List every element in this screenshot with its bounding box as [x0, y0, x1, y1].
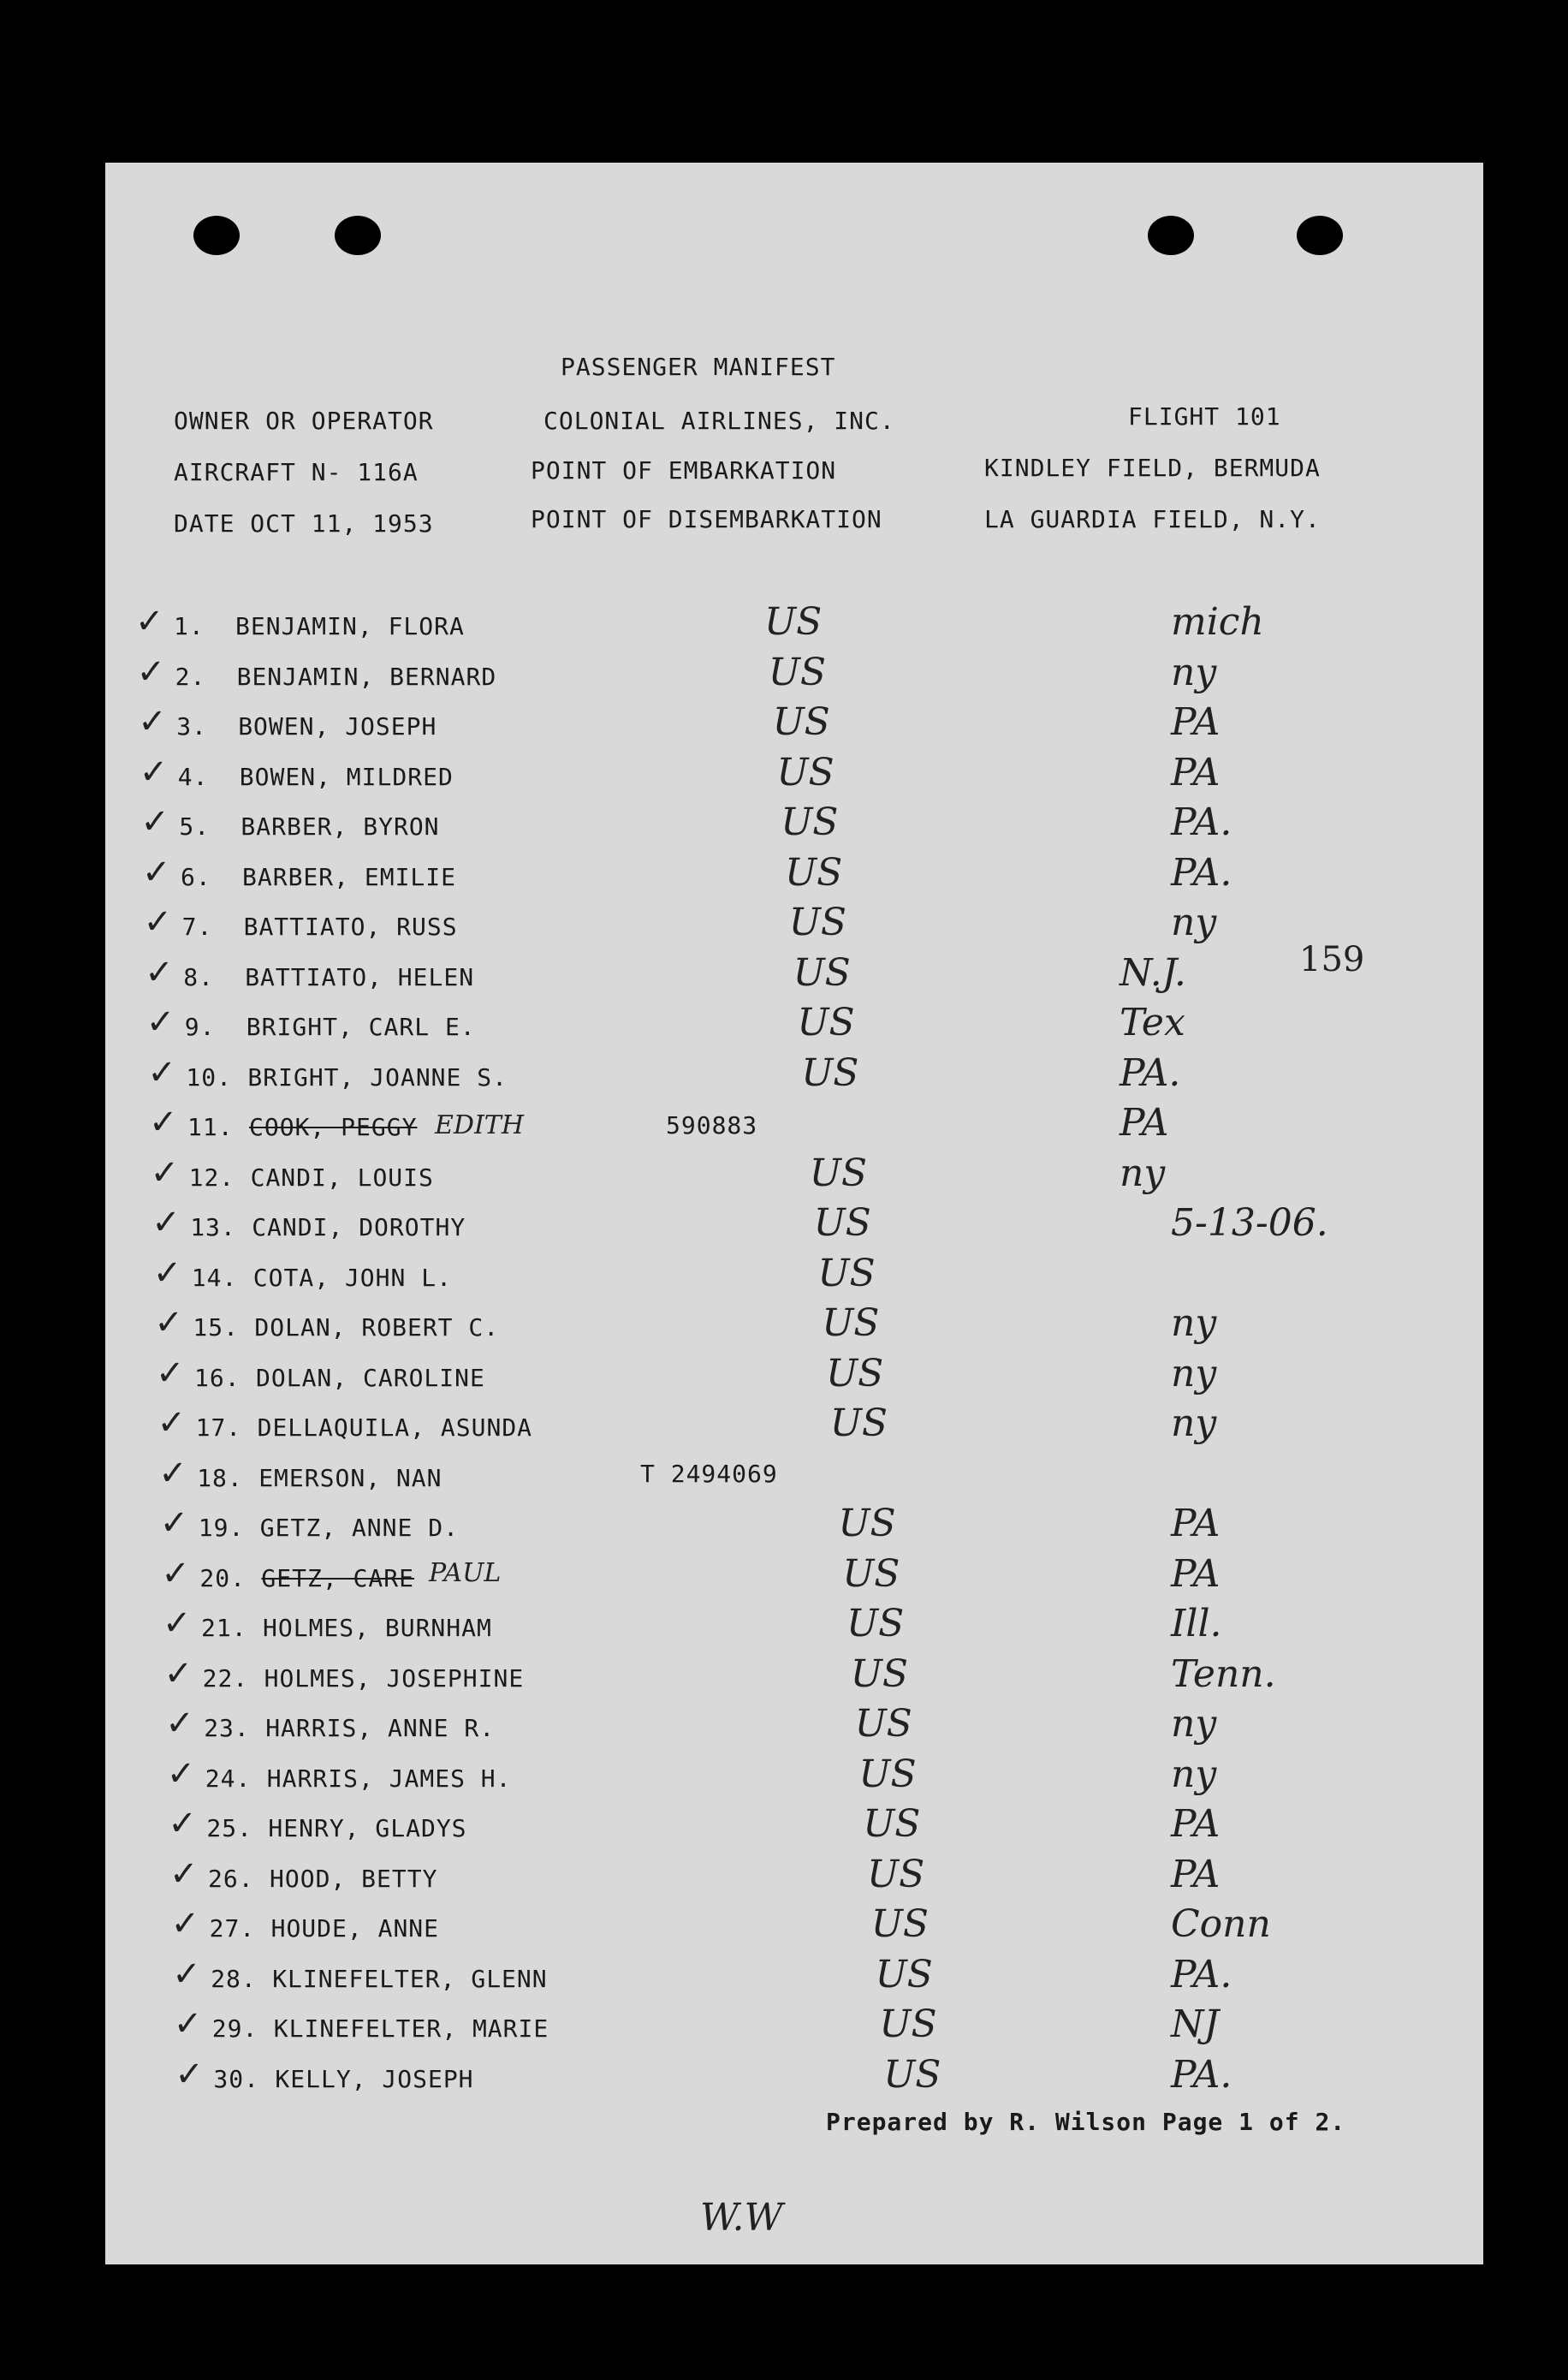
passenger-number: 12. — [188, 1163, 235, 1192]
check-mark-icon: ✓ — [139, 752, 169, 792]
destination-note: PA — [1120, 1101, 1169, 1145]
check-mark-icon: ✓ — [146, 1003, 175, 1042]
passenger-number: 14. — [191, 1263, 238, 1292]
passenger-name: BATTIATO, HELEN — [245, 962, 475, 991]
check-mark-icon: ✓ — [142, 852, 171, 892]
initials-note: W.W — [700, 2196, 783, 2240]
passenger-number: 6. — [181, 862, 211, 891]
check-mark-icon: ✓ — [169, 1853, 199, 1894]
destination-note: Tex — [1120, 1001, 1185, 1044]
passenger-number: 25. — [206, 1814, 252, 1842]
check-mark-icon: ✓ — [165, 1704, 194, 1743]
check-mark-icon: ✓ — [158, 1453, 187, 1493]
passenger-number: 10. — [186, 1062, 232, 1092]
passenger-name: GETZ, ANNE D. — [259, 1514, 459, 1542]
passenger-number: 11. — [187, 1113, 234, 1141]
citizenship-note: US — [764, 600, 823, 644]
check-mark-icon: ✓ — [170, 1904, 200, 1943]
citizenship-note: US — [822, 1301, 880, 1345]
destination-note: N.J. — [1120, 950, 1186, 995]
check-mark-icon: ✓ — [156, 1353, 185, 1393]
passenger-number: 29. — [211, 2014, 258, 2043]
destination-note: Conn — [1171, 1902, 1271, 1946]
passenger-number: 21. — [201, 1614, 247, 1642]
citizenship-note: US — [846, 1602, 905, 1645]
embark-value: KINDLEY FIELD, BERMUDA — [984, 454, 1321, 482]
passenger-name: BENJAMIN, FLORA — [235, 612, 465, 640]
destination-note: PA. — [1171, 1952, 1232, 1996]
passenger-name: HOLMES, JOSEPHINE — [264, 1663, 525, 1693]
check-mark-icon: ✓ — [157, 1403, 187, 1443]
cook-ticket: 590883 — [666, 1111, 758, 1139]
destination-note: ny — [1171, 1752, 1217, 1796]
passenger-number: 18. — [197, 1463, 243, 1492]
passenger-name: BOWEN, JOSEPH — [238, 712, 437, 741]
flight-number: FLIGHT 101 — [1128, 402, 1281, 431]
passenger-number: 8. — [183, 962, 214, 991]
passenger-number: 2. — [175, 662, 206, 691]
passenger-name: KLINEFELTER, MARIE — [273, 2014, 549, 2043]
passenger-name: DOLAN, CAROLINE — [256, 1363, 485, 1392]
check-mark-icon: ✓ — [140, 802, 169, 842]
destination-note: 5-13-06. — [1171, 1201, 1328, 1245]
citizenship-note: US — [870, 1902, 930, 1946]
destination-note: ny — [1171, 1301, 1217, 1345]
check-mark-icon: ✓ — [135, 602, 164, 641]
check-mark-icon: ✓ — [147, 1052, 176, 1092]
citizenship-note: US — [850, 1651, 909, 1696]
citizenship-note: US — [772, 700, 830, 744]
destination-note: PA — [1171, 1852, 1221, 1896]
citizenship-note: US — [785, 850, 843, 895]
passenger-list — [105, 163, 1483, 2264]
emerson-ticket: T 2494069 — [640, 1460, 778, 1488]
passenger-name: KELLY, JOSEPH — [275, 2064, 474, 2093]
passenger-number: 4. — [177, 762, 209, 791]
citizenship-note: US — [813, 1201, 871, 1245]
passenger-name: BARBER, BYRON — [241, 812, 440, 841]
destination-note: ny — [1171, 1401, 1217, 1445]
passenger-number: 23. — [204, 1714, 250, 1742]
citizenship-note: US — [817, 1251, 876, 1295]
destination-note: Tenn. — [1171, 1651, 1276, 1696]
passenger-number: 17. — [195, 1413, 242, 1442]
citizenship-note: US — [863, 1802, 921, 1846]
check-mark-icon: ✓ — [161, 1553, 190, 1593]
passenger-name: KLINEFELTER, GLENN — [272, 1964, 548, 1993]
passenger-number: 16. — [194, 1363, 241, 1392]
check-mark-icon: ✓ — [145, 952, 174, 992]
destination-note: PA. — [1171, 800, 1232, 844]
passenger-name: BATTIATO, RUSS — [243, 913, 458, 941]
owner-value: COLONIAL AIRLINES, INC. — [543, 407, 895, 435]
passenger-name: CANDI, DOROTHY — [252, 1213, 466, 1241]
check-mark-icon: ✓ — [159, 1503, 189, 1543]
destination-note: ny — [1120, 1151, 1166, 1195]
citizenship-note: US — [875, 1952, 933, 1996]
passenger-number: 7. — [181, 913, 213, 941]
page-number-note: 159 — [1299, 940, 1365, 979]
destination-note: ny — [1171, 650, 1217, 694]
passenger-name: BARBER, EMILIE — [242, 862, 457, 891]
citizenship-note: US — [842, 1551, 900, 1596]
citizenship-note: US — [883, 2052, 941, 2097]
destination-note: PA — [1171, 750, 1221, 794]
destination-note: Ill. — [1171, 1602, 1222, 1645]
passenger-number: 30. — [213, 2064, 259, 2093]
destination-note: PA — [1171, 1802, 1221, 1846]
destination-note: ny — [1171, 1702, 1217, 1746]
passenger-number: 22. — [202, 1663, 249, 1693]
citizenship-note: US — [826, 1351, 884, 1395]
passenger-name: HOUDE, ANNE — [270, 1914, 440, 1943]
passenger-number: 27. — [209, 1914, 256, 1943]
passenger-name: HARRIS, JAMES H. — [266, 1764, 512, 1793]
citizenship-note: US — [838, 1502, 896, 1545]
passenger-name: EMERSON, NAN — [258, 1463, 442, 1492]
check-mark-icon: ✓ — [166, 1753, 196, 1794]
disembark-label: POINT OF DISEMBARKATION — [531, 505, 882, 533]
citizenship-note: US — [858, 1752, 917, 1796]
passenger-name: BRIGHT, JOANNE S. — [247, 1062, 508, 1092]
destination-note: PA — [1171, 700, 1221, 744]
passenger-name: HOOD, BETTY — [270, 1864, 438, 1893]
passenger-number: 13. — [190, 1213, 236, 1241]
disembark-value: LA GUARDIA FIELD, N.Y. — [984, 505, 1321, 533]
check-mark-icon: ✓ — [173, 2004, 203, 2044]
destination-note: PA. — [1171, 850, 1232, 895]
passenger-number: 20. — [199, 1563, 246, 1592]
prepared-by-footer: Prepared by R. Wilson Page 1 of 2. — [826, 2108, 1346, 2136]
citizenship-note: US — [768, 650, 827, 694]
citizenship-note: US — [829, 1401, 888, 1445]
passenger-number: 19. — [198, 1514, 245, 1542]
manifest-page — [105, 163, 1483, 2264]
destination-note: PA. — [1171, 2052, 1232, 2097]
citizenship-note: US — [788, 901, 847, 944]
check-mark-icon: ✓ — [150, 1152, 180, 1193]
destination-note: ny — [1171, 901, 1217, 944]
destination-note: PA. — [1120, 1050, 1181, 1095]
passenger-name: GETZ, CARE — [261, 1563, 414, 1592]
check-mark-icon: ✓ — [172, 1954, 201, 1994]
passenger-name: COTA, JOHN L. — [252, 1263, 452, 1292]
getz-first-name-note: PAUL — [429, 1558, 502, 1588]
destination-note: mich — [1171, 600, 1264, 644]
passenger-name: HOLMES, BURNHAM — [263, 1614, 492, 1642]
citizenship-note: US — [797, 1001, 855, 1044]
passenger-number: 28. — [211, 1964, 257, 1993]
citizenship-note: US — [781, 800, 839, 844]
passenger-number: 24. — [205, 1764, 252, 1793]
passenger-number: 26. — [208, 1864, 254, 1893]
check-mark-icon: ✓ — [152, 1252, 182, 1293]
passenger-number: 3. — [176, 712, 207, 741]
check-mark-icon: ✓ — [151, 1203, 181, 1242]
destination-note: ny — [1171, 1351, 1217, 1395]
manifest-title: PASSENGER MANIFEST — [561, 353, 836, 381]
embark-label: POINT OF EMBARKATION — [531, 456, 837, 485]
citizenship-note: US — [809, 1151, 868, 1195]
passenger-number: 15. — [193, 1313, 239, 1342]
destination-note: NJ — [1171, 2002, 1220, 2046]
passenger-number: 1. — [174, 612, 205, 640]
check-mark-icon: ✓ — [163, 1604, 192, 1643]
citizenship-note: US — [801, 1050, 859, 1095]
passenger-number: 9. — [184, 1013, 216, 1041]
owner-label: OWNER OR OPERATOR — [174, 407, 434, 435]
check-mark-icon: ✓ — [163, 1653, 193, 1693]
passenger-number: 5. — [179, 812, 211, 841]
passenger-name: BOWEN, MILDRED — [239, 762, 454, 791]
passenger-name: BENJAMIN, BERNARD — [236, 662, 497, 691]
cook-first-name-note: EDITH — [435, 1110, 524, 1140]
passenger-name: CANDI, LOUIS — [250, 1163, 434, 1192]
destination-note: PA — [1171, 1551, 1221, 1596]
check-mark-icon: ✓ — [154, 1303, 183, 1342]
passenger-name: HARRIS, ANNE R. — [265, 1714, 496, 1742]
destination-note: PA — [1171, 1502, 1221, 1545]
citizenship-note: US — [867, 1852, 925, 1896]
check-mark-icon: ✓ — [136, 652, 166, 692]
citizenship-note: US — [793, 950, 851, 995]
check-mark-icon: ✓ — [138, 702, 167, 741]
passenger-name: DOLAN, ROBERT C. — [254, 1313, 500, 1342]
check-mark-icon: ✓ — [175, 2054, 204, 2094]
check-mark-icon: ✓ — [149, 1103, 178, 1142]
citizenship-note: US — [776, 750, 834, 794]
passenger-name: HENRY, GLADYS — [268, 1814, 467, 1842]
aircraft-id: AIRCRAFT N- 116A — [174, 458, 419, 486]
citizenship-note: US — [879, 2002, 937, 2046]
passenger-name: BRIGHT, CARL E. — [246, 1013, 476, 1041]
manifest-date: DATE OCT 11, 1953 — [174, 509, 434, 538]
passenger-name: DELLAQUILA, ASUNDA — [257, 1413, 533, 1442]
check-mark-icon: ✓ — [168, 1804, 197, 1843]
check-mark-icon: ✓ — [143, 902, 173, 942]
citizenship-note: US — [854, 1702, 912, 1746]
passenger-name: COOK, PEGGY — [249, 1113, 418, 1141]
